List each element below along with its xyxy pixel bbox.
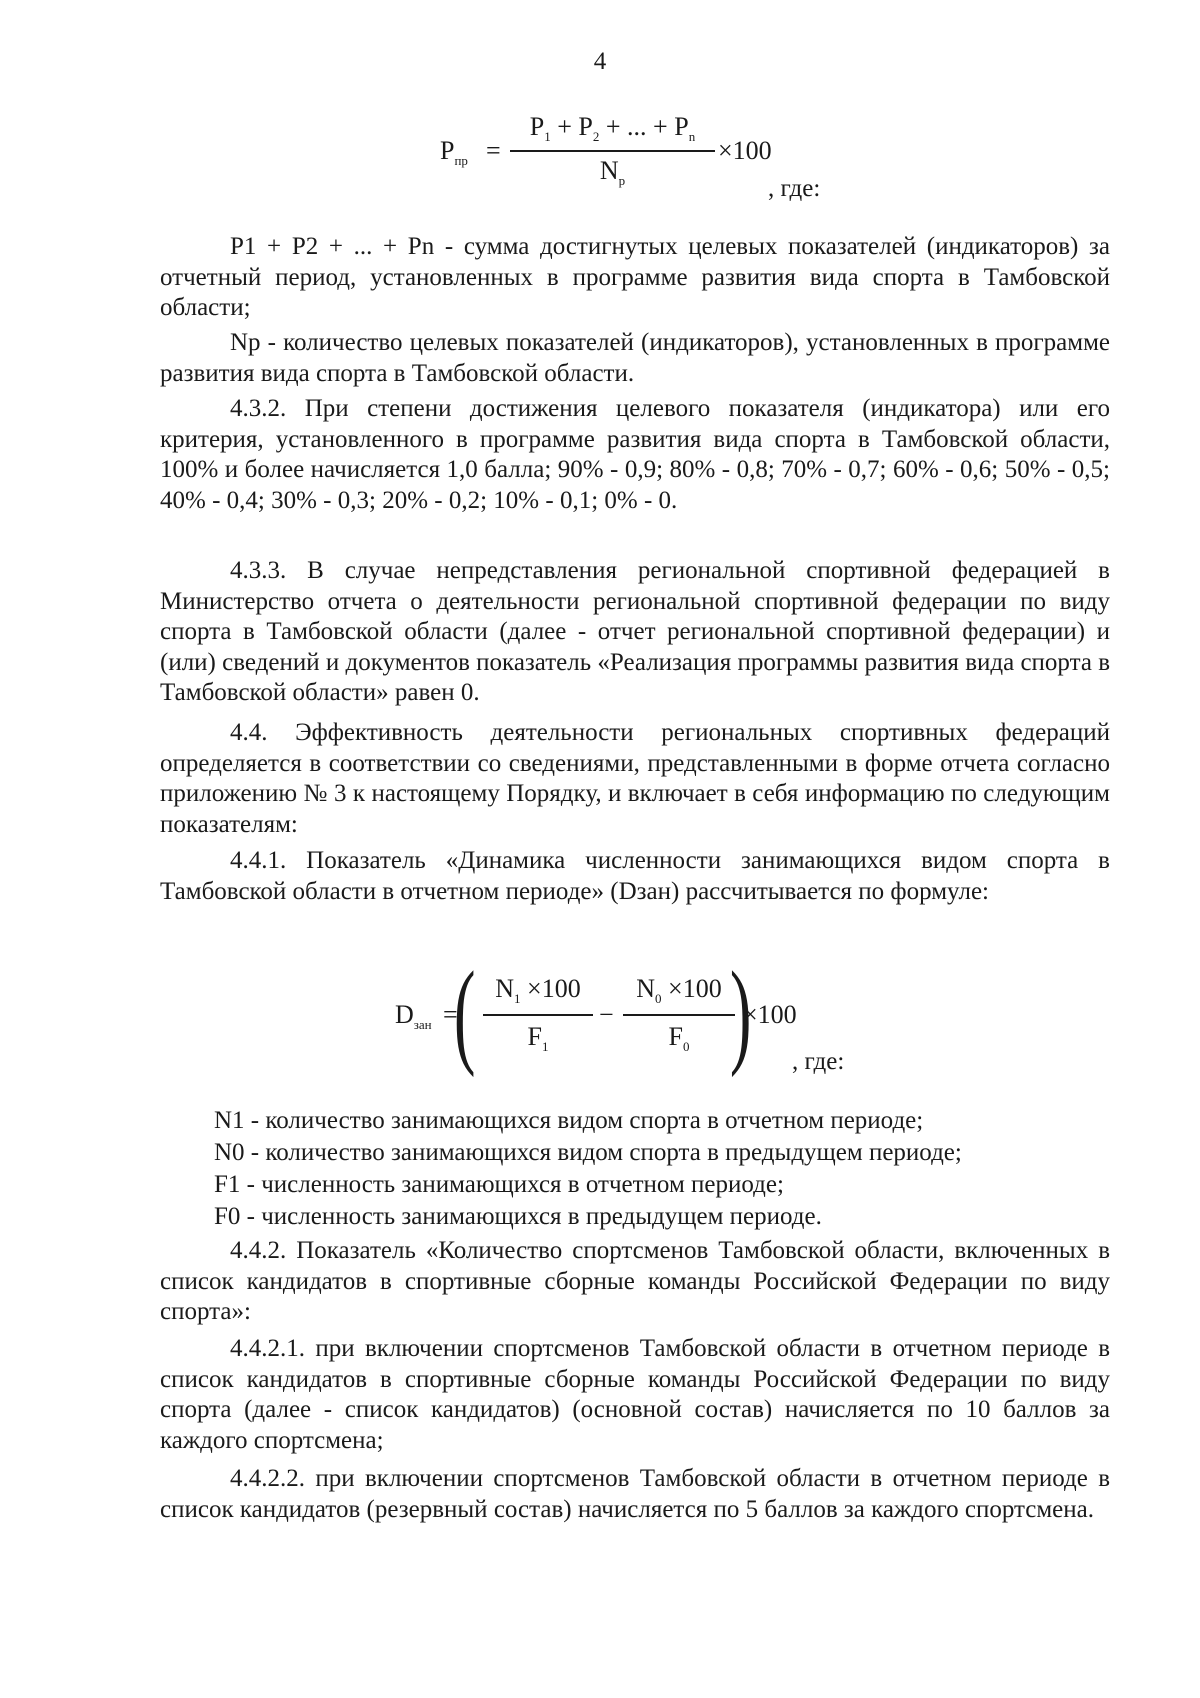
formula-2-where: , где: (792, 1048, 845, 1075)
formula-1-fraction-bar (510, 150, 715, 152)
formula-2-lhs: $D_{зан}$ (395, 1000, 432, 1033)
formula-1-numerator: $P_1 + P_2$ + ... + $P_n$ (529, 112, 696, 145)
formula-1 (440, 112, 800, 192)
formula-2 (395, 947, 815, 1078)
def-n0: N0 - количество занимающихся видом спорта в предыдущем периоде; (214, 1139, 962, 1166)
formula-2-frac2-den: $F_0$ (668, 1022, 690, 1055)
formula-2-frac2-bar (623, 1014, 735, 1016)
paragraph-4-4-2: 4.4.2. Показатель «Количество спортсменов Тамбовской области, включенных в список кандидатов в спортивные сборные команды Российской Федерации по виду спорта»: (160, 1237, 1110, 1325)
formula-1-eq: = (486, 136, 501, 165)
def-n1: N1 - количество занимающихся видом спорта в отчетном периоде; (214, 1107, 924, 1134)
paragraph-4-3-3: 4.3.3. В случае непредставления региональной спортивной федерацией в Министерство отчета о деятельности региональной спортивной федерации по виду спорта в Тамбовской области (далее - отчет региональной спортивной федерации) и (или) сведений и документов показатель «Реализация программы развития вида спорта в Тамбовской области» равен 0. (160, 557, 1110, 706)
formula-1-multiplier: ×100 (718, 136, 772, 165)
formula-2-frac2-num: $N_0 \times 100$ (636, 974, 722, 1007)
def-np: Np - количество целевых показателей (индикаторов), установленных в программе развития вида спорта в Тамбовской области. (160, 329, 1110, 387)
def-p-sum: P1 + P2 + ... + Pn - сумма достигнутых целевых показателей (индикаторов) за отчетный период, установленных в программе развития вида спорта в Тамбовской области; (160, 233, 1110, 321)
paragraph-4-4: 4.4. Эффективность деятельности региональных спортивных федераций определяется в соответствии со сведениями, представленными в форме отчета согласно приложению № 3 к настоящему Порядку, и включает в себя информацию по следующим показателям: (160, 719, 1110, 838)
paragraph-4-4-1: 4.4.1. Показатель «Динамика численности занимающихся видом спорта в Тамбовской области в отчетном периоде» (Dзан) рассчитывается по формуле: (160, 847, 1110, 905)
formula-2-eq: = (443, 1000, 458, 1029)
left-parenthesis: ( (453, 947, 476, 1078)
right-parenthesis: ) (729, 947, 752, 1078)
paragraph-4-3-2: 4.3.2. При степени достижения целевого показателя (индикатора) или его критерия, установленного в программе развития вида спорта в Тамбовской области, 100% и более начисляется 1,0 балла; 90% - 0,9; 80% - 0,8; 70% - 0,7; 60% - 0,6; 50% - 0,5; 40% - 0,4; 30% - 0,3; 20% - 0,2; 10% - 0,1; 0% - 0. (160, 395, 1110, 514)
formula-1-denominator: $N_р$ (599, 156, 626, 189)
formula-2-frac1-bar (483, 1014, 593, 1016)
paragraph-4-4-2-2: 4.4.2.2. при включении спортсменов Тамбовской области в отчетном периоде в список кандидатов (резервный состав) начисляется по 5 баллов за каждого спортсмена. (160, 1465, 1110, 1523)
def-f1: F1 - численность занимающихся в отчетном периоде; (214, 1171, 784, 1198)
def-f0: F0 - численность занимающихся в предыдущем периоде. (214, 1203, 822, 1230)
page-number: 4 (593, 48, 607, 75)
formula-2-frac1-num: $N_1 \times 100$ (495, 974, 581, 1007)
formula-1-lhs: $P_{пр}$ (440, 136, 468, 169)
formula-2-minus: − (599, 1000, 614, 1029)
formula-1-where: , где: (768, 175, 821, 202)
formula-2-multiplier: ×100 (743, 1000, 797, 1029)
formula-2-frac1-den: $F_1$ (527, 1022, 549, 1055)
paragraph-4-4-2-1: 4.4.2.1. при включении спортсменов Тамбовской области в отчетном периоде в список кандидатов в спортивные сборные команды Российской Федерации по виду спорта (далее - список кандидатов) (основной состав) начисляется по 10 баллов за каждого спортсмена; (160, 1335, 1110, 1454)
